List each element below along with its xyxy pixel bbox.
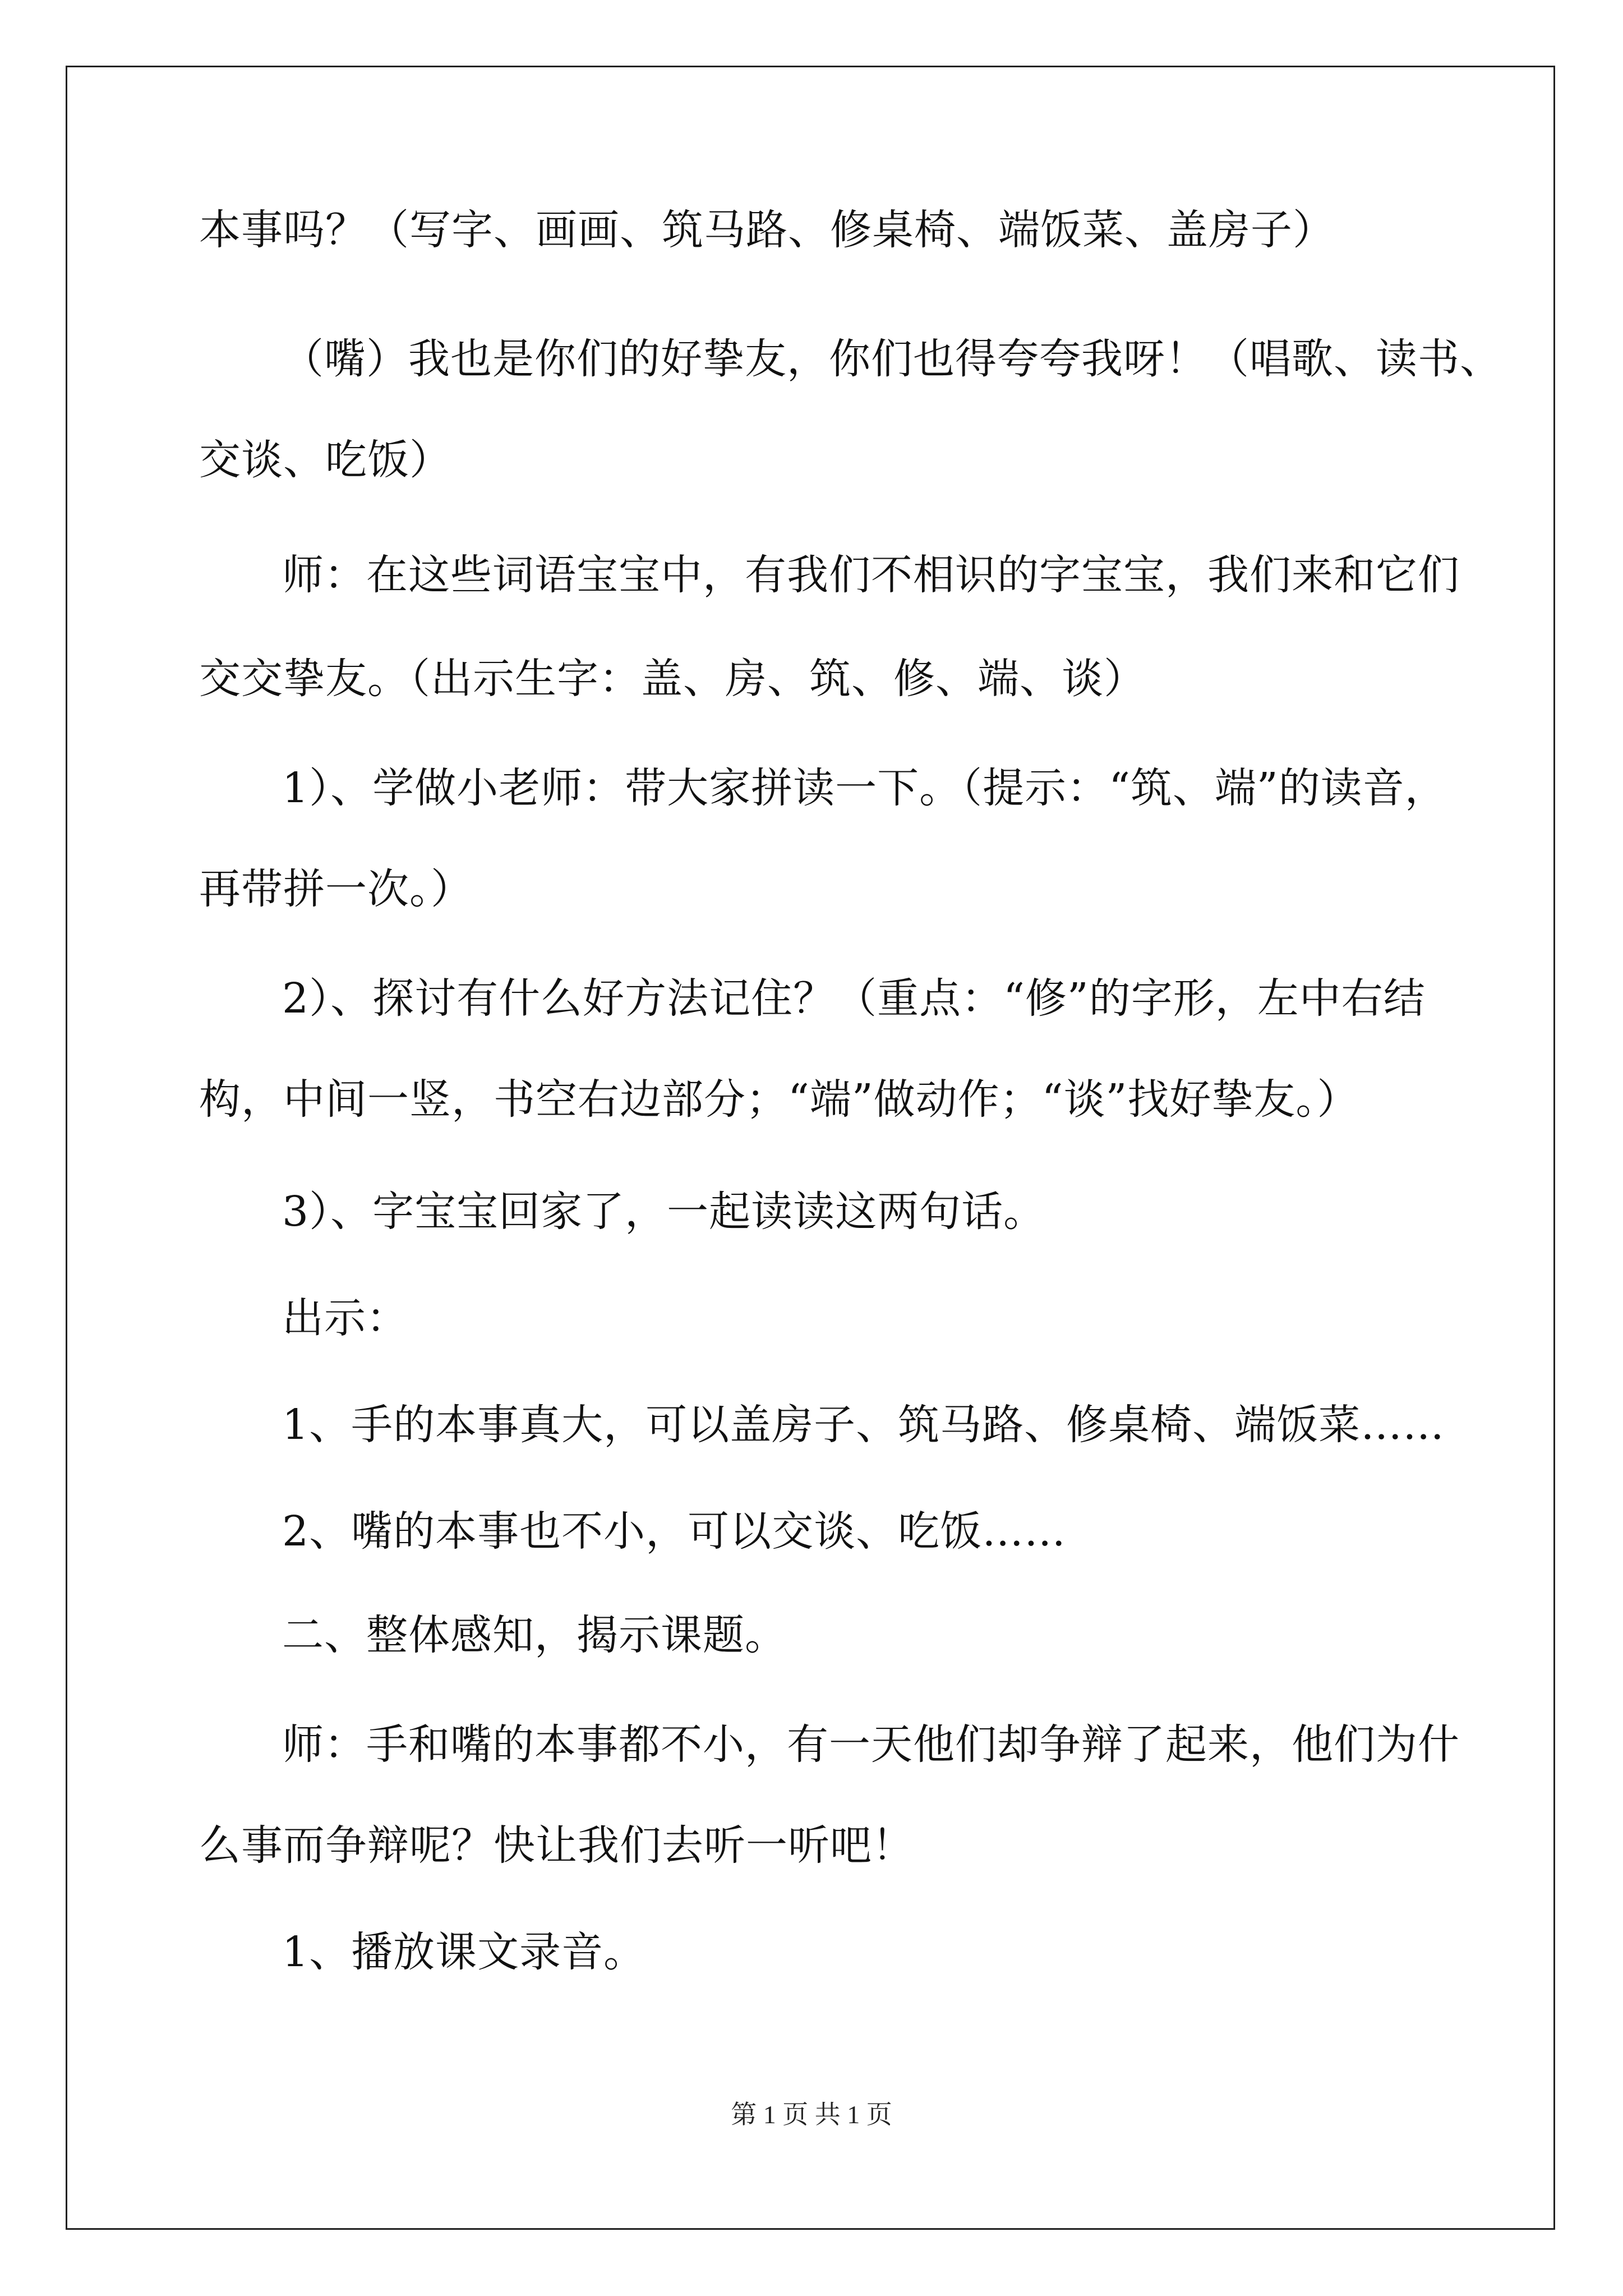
text-line: 二、整体感知，揭示课题。 [282, 1611, 787, 1659]
text-line: 构，中间一竖，书空右边部分；“端”做动作；“谈”找好挚友。） [199, 1075, 1359, 1124]
text-line: 本事吗？（写字、画画、筑马路、修桌椅、端饭菜、盖房子） [199, 206, 1335, 254]
text-line: 么事而争辩呢？快让我们去听一听吧！ [199, 1821, 914, 1870]
text-line: 2）、探讨有什么好方法记住？（重点：“修”的字形，左中右结 [282, 974, 1426, 1023]
text-line: （嘴）我也是你们的好挚友，你们也得夸夸我呀！（唱歌、读书、 [282, 335, 1502, 383]
text-line: 1、播放课文录音。 [282, 1928, 646, 1976]
text-line: 师：在这些词语宝宝中，有我们不相识的字宝宝，我们来和它们 [282, 551, 1460, 599]
text-line: 交谈、吃饭） [199, 436, 451, 484]
text-line: 出示： [282, 1294, 408, 1342]
text-line: 3）、字宝宝回家了，一起读读这两句话。 [282, 1188, 1046, 1236]
text-line: 2、嘴的本事也不小，可以交谈、吃饭…… [282, 1507, 1067, 1556]
text-line: 再带拼一次。） [199, 865, 473, 913]
text-line: 1）、学做小老师：带大家拼读一下。（提示：“筑、端”的读音， [282, 764, 1447, 812]
text-line: 交交挚友。（出示生字：盖、房、筑、修、端、谈） [199, 655, 1146, 703]
page-number-footer: 第 1 页 共 1 页 [731, 2100, 892, 2129]
text-line: 师：手和嘴的本事都不小，有一天他们却争辩了起来，他们为什 [282, 1720, 1460, 1769]
text-line: 1、手的本事真大，可以盖房子、筑马路、修桌椅、端饭菜…… [282, 1401, 1445, 1449]
page-border [66, 66, 1555, 2230]
